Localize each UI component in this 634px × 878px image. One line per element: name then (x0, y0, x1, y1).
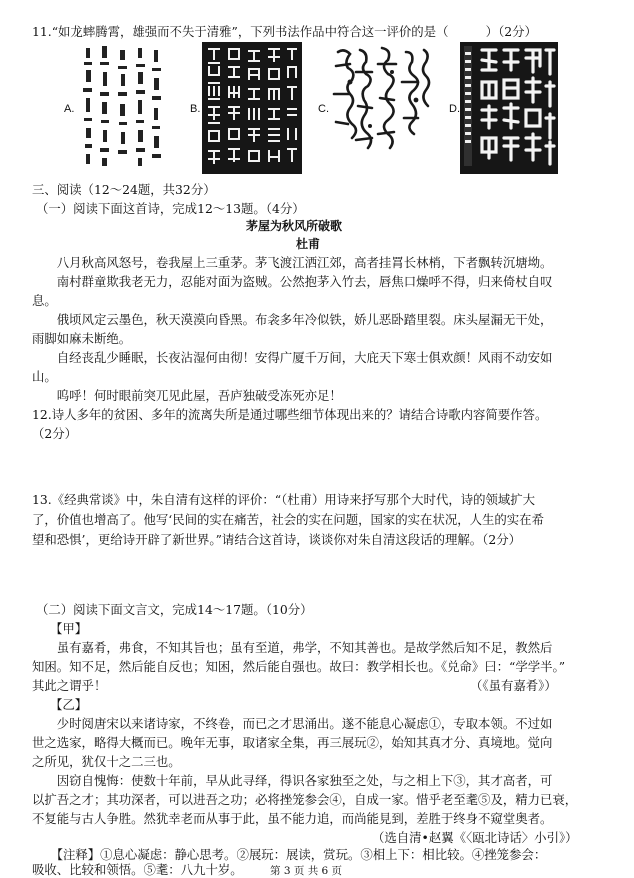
q12-line: （2分） (32, 426, 78, 441)
passage-yi-label: 【乙】 (50, 697, 88, 712)
jia-source: （《虽有嘉肴》） (470, 678, 557, 693)
notes-line: 吸收、比较和领悟。⑤耄：八九十岁。 (32, 862, 243, 877)
poem-line: 息。 (32, 293, 57, 308)
part1-intro: （一）阅读下面这首诗，完成12～13题。（4分） (36, 201, 305, 216)
calligraphy-image-c[interactable] (330, 42, 434, 168)
jia-line: 虽有嘉肴，弗食，不知其旨也；虽有至道，弗学，不知其善也。是故学然后知不足，教然后 (32, 640, 553, 655)
q11-stem: 11.“如龙蟀腾霄，雄强而不失于清雅”，下列书法作品中符合这一评价的是（ ）（2分） (32, 24, 537, 39)
calligraphy-image-d[interactable] (460, 42, 558, 174)
poem-line: 雨脚如麻未断绝。 (32, 331, 132, 346)
poem-title: 茅屋为秋风所破歌 (246, 219, 343, 233)
q13-line: 望和恐惧’，更给诗开辟了新世界。”请结合这首诗，谈谈你对朱自清这段话的理解。（2分） (32, 532, 521, 547)
part2-intro: （二）阅读下面文言文，完成14～17题。（10分） (36, 602, 313, 617)
calligraphy-image-a[interactable] (80, 42, 166, 172)
q13-line: 了，价值也增高了。他写‘民间的实在痛苦，社会的实在问题，国家的实在状况，人生的实在希 (32, 512, 544, 527)
yi-line: 不复能与古人争胜。然犹幸老而从事于此，虽不能力追，而尚能見到，差胜于终身不窥堂奥者。 (32, 811, 553, 826)
poem-line: 呜呼！何时眼前突兀见此屋，吾庐独破受冻死亦足！ (32, 388, 342, 403)
yi-line: 以扩吾之才；其功深者，可以进吾之功；必将挫笼参会④，自成一家。惜乎老至耄⑤及，精力已衰， (32, 792, 578, 807)
yi-source: （选自清•赵翼《〈瓯北诗话〉小引》） (372, 830, 578, 845)
poem-line: 俄顷风定云墨色，秋天漠漠向昏黑。布衾多年冷似铁，娇儿恶卧踏里裂。床头屋漏无干处， (32, 312, 553, 327)
poem-line: 自经丧乱少睡眠，长夜沾湿何由彻！安得广厦千万间，大庇天下寒士俱欢颜！风雨不动安如 (32, 350, 553, 365)
q12-line: 12.诗人多年的贫困、多年的流离失所是通过哪些细节体现出来的？请结合诗歌内容简要作答。 (32, 407, 548, 422)
jia-line: 知困。知不足，然后能自反也；知困，然后能自强也。故曰：教学相长也。《兑命》曰：“学学半。” (32, 659, 566, 674)
option-a-label[interactable]: A. (64, 103, 75, 115)
yi-line: 之所见，犹仅十之二三也。 (32, 754, 181, 769)
passage-jia-label: 【甲】 (50, 621, 88, 636)
poem-author: 杜甫 (296, 237, 321, 251)
yi-line: 因窃自愧悔：使数十年前，早从此寻绎，得识各家独至之处，与之相上下③，其才高者，可 (32, 773, 553, 788)
calligraphy-image-b[interactable] (202, 42, 302, 174)
notes-line: 【注释】①息心凝虑：静心思考。②展玩：展读，赏玩。③相上下：相比较。④挫笼参会： (32, 847, 547, 862)
option-d-label[interactable]: D. (449, 103, 460, 115)
q13-line: 13.《经典常谈》中，朱自清有这样的评价：“（杜甫）用诗来抒写那个大时代，诗的领域扩大 (32, 492, 536, 507)
option-c-label[interactable]: C. (318, 103, 329, 115)
poem-line: 山。 (32, 369, 57, 384)
option-b-label[interactable]: B. (190, 103, 201, 115)
section-heading: 三、阅读（12～24题，共32分） (32, 182, 216, 197)
poem-line: 八月秋高风怒号，卷我屋上三重茅。茅飞渡江洒江郊，高者挂罥长林梢，下者飘转沉塘坳。 (32, 255, 553, 270)
yi-line: 少时阅唐宋以来诸诗家，不终卷，而已之才思涌出。遂不能息心凝虑①，专取本领。不过如 (32, 716, 553, 731)
poem-line: 南村群童欺我老无力，忍能对面为盗贼。公然抱茅入竹去，唇焦口燥呼不得，归来倚杖自叹 (32, 274, 553, 289)
page-footer: 第 3 页 共 6 页 (270, 865, 343, 877)
yi-line: 世之选家，略得大概而已。晚年无事，取诸家全集，再三展玩②，始知其真才分、真境地。觉向 (32, 735, 553, 750)
jia-line: 其此之谓乎！ (32, 678, 107, 693)
